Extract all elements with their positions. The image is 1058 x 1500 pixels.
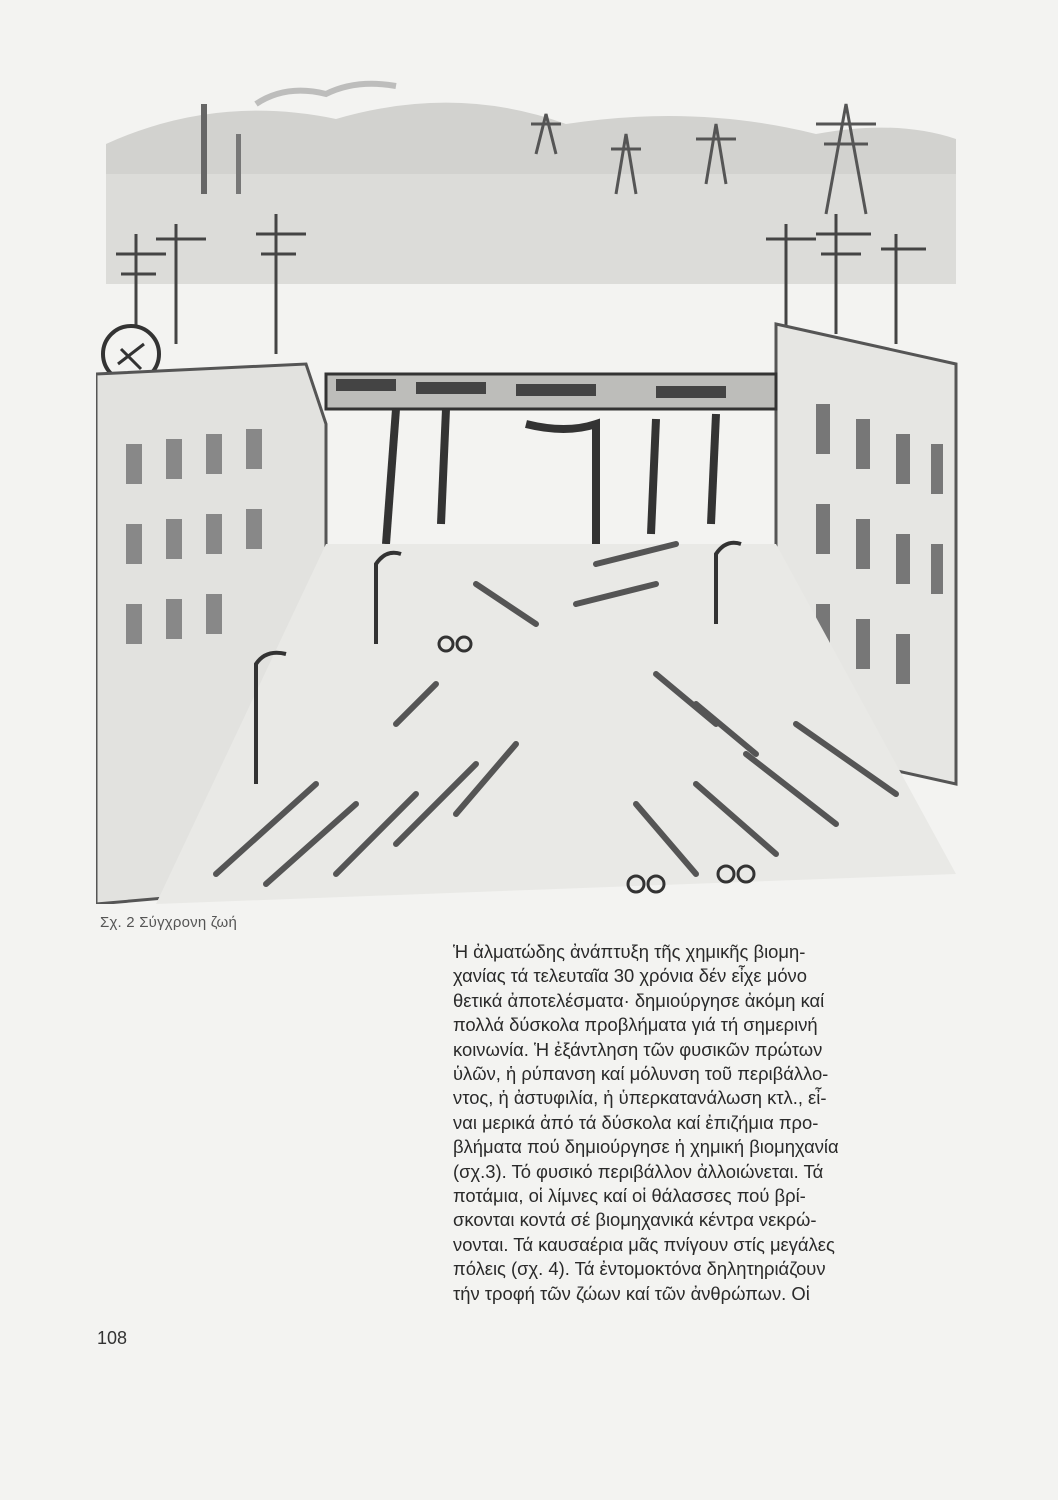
text-line: πολλά δύσκολα προβλήματα γιά τή σημερινή	[453, 1014, 818, 1036]
text-line: νονται. Τά καυσαέρια μᾶς πνίγουν στίς μεγάλες	[453, 1233, 835, 1255]
figure-caption: Σχ. 2 Σύγχρονη ζωή	[100, 914, 237, 931]
body-paragraph	[453, 940, 955, 1306]
text-line: σκονται κοντά σέ βιομηχανικά κέντρα νεκρώ-	[453, 1209, 817, 1231]
text-line: πόλεις (σχ. 4). Τά ἐντομοκτόνα δηλητηριάζουν	[453, 1258, 826, 1280]
city-sketch-illustration	[96, 24, 966, 904]
text-line: θετικά ἀποτελέσματα· δημιούργησε ἀκόμη καί	[453, 989, 825, 1011]
text-line: (σχ.3). Τό φυσικό περιβάλλον ἀλλοιώνεται. Τά	[453, 1160, 824, 1182]
page-number: 108	[97, 1328, 128, 1348]
text-line: βλήματα πού δημιούργησε ἡ χημική βιομηχανία	[453, 1136, 839, 1158]
text-line: ναι μερικά ἀπό τά δύσκολα καί ἐπιζήμια προ-	[453, 1111, 819, 1133]
text-line: τήν τροφή τῶν ζώων καί τῶν ἀνθρώπων. Οἱ	[453, 1282, 810, 1304]
text-line: ὑλῶν, ἡ ρύπανση καί μόλυνση τοῦ περιβάλλο-	[453, 1063, 829, 1085]
text-line: ντος, ἡ ἀστυφιλία, ἡ ὑπερκατανάλωση κτλ., εἶ-	[453, 1087, 827, 1109]
text-line: κοινωνία. Ἡ ἐξάντληση τῶν φυσικῶν πρώτων	[453, 1038, 823, 1060]
text-line: Ἡ ἀλματώδης ἀνάπτυξη τῆς χημικῆς βιομη-	[453, 941, 806, 962]
text-line: χανίας τά τελευταῖα 30 χρόνια δέν εἶχε μόνο	[453, 965, 807, 987]
text-line: ποτάμια, οἱ λίμνες καί οἱ θάλασσες πού βρί-	[453, 1185, 806, 1207]
